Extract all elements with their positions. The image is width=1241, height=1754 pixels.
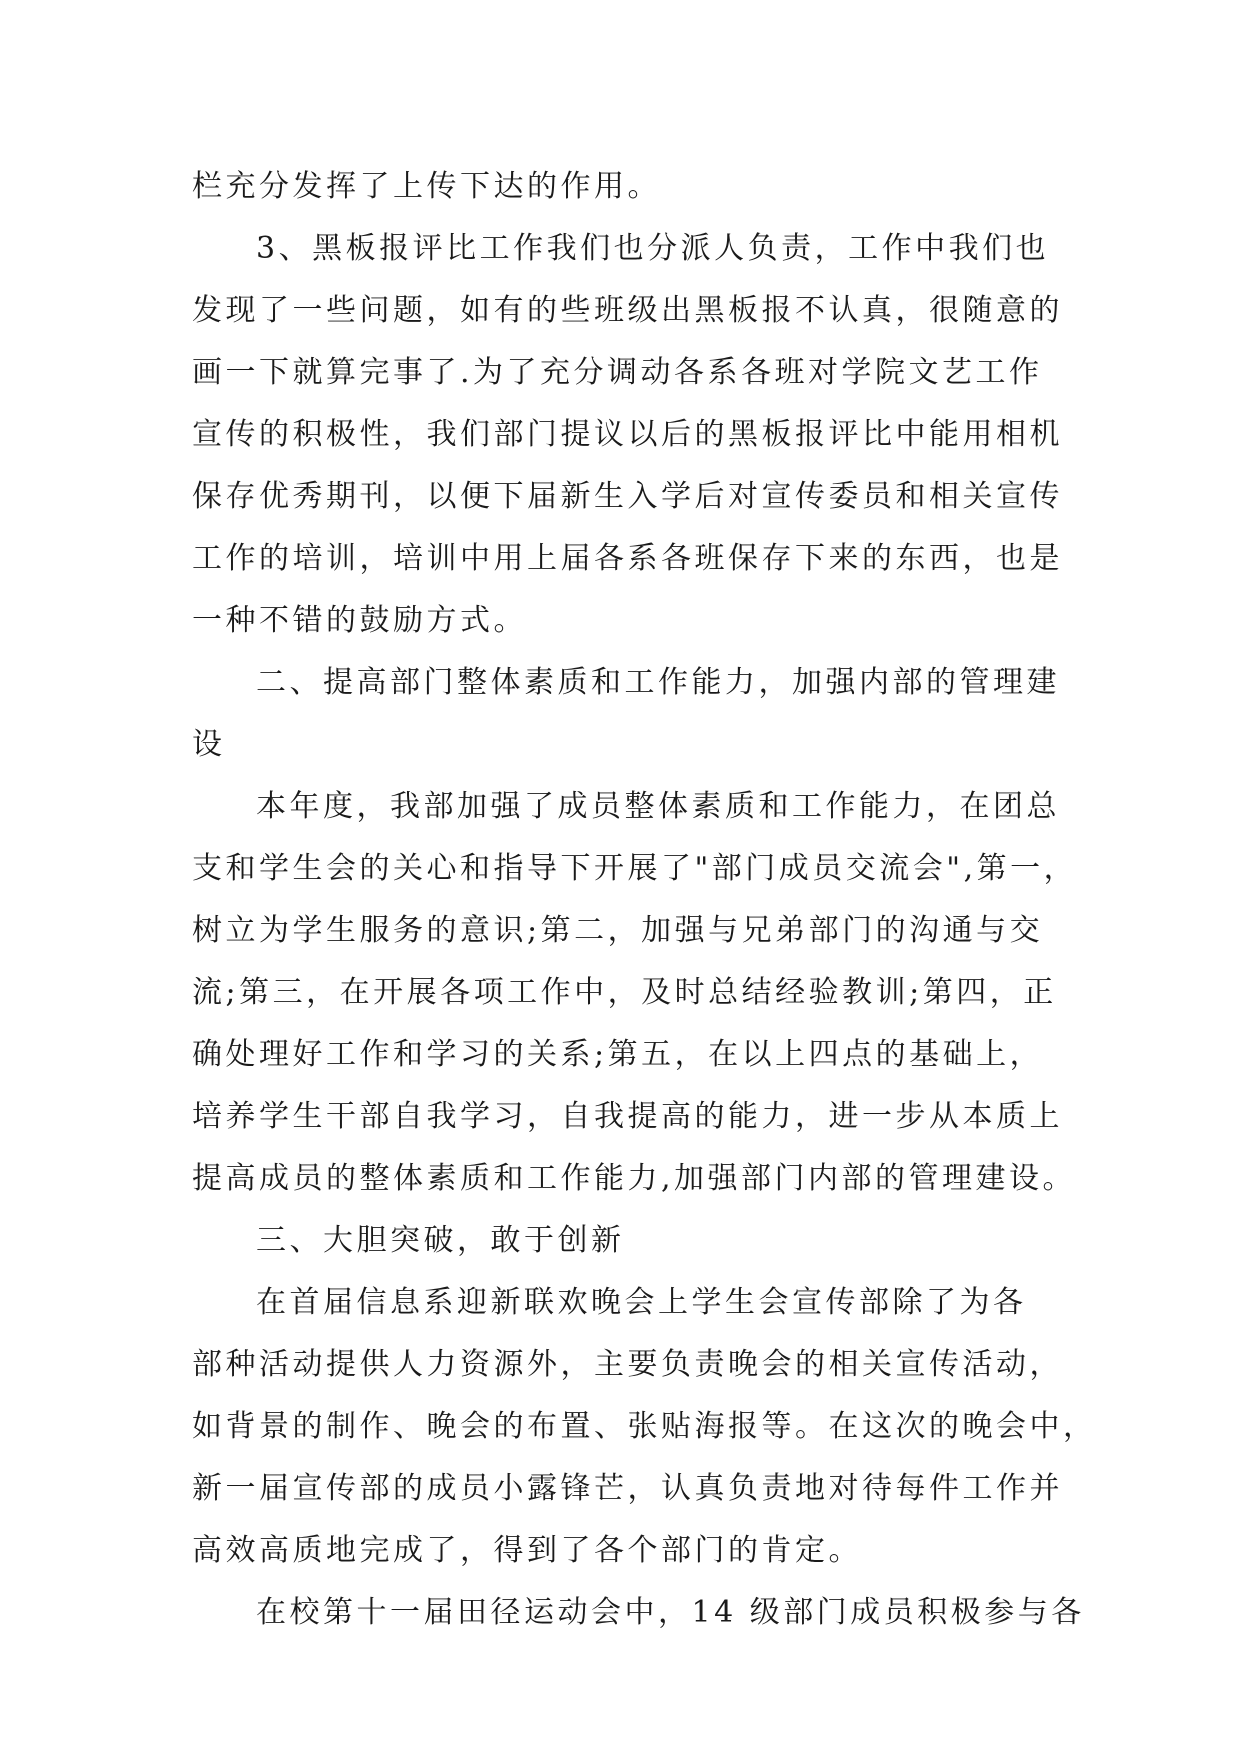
text-line: 部种活动提供人力资源外，主要负责晚会的相关宣传活动， (192, 1347, 1063, 1382)
document-body (192, 156, 1097, 1644)
text-line: 在首届信息系迎新联欢晚会上学生会宣传部除了为各 (256, 1285, 1027, 1320)
text-line: 画一下就算完事了.为了充分调动各系各班对学院文艺工作 (192, 355, 1043, 390)
text-line: 高效高质地完成了，得到了各个部门的肯定。 (192, 1533, 862, 1568)
text-line: 三、大胆突破，敢于创新 (256, 1223, 625, 1258)
text-line: 工作的培训，培训中用上届各系各班保存下来的东西，也是 (192, 541, 1063, 576)
text-line: 树立为学生服务的意识;第二，加强与兄弟部门的沟通与交 (192, 913, 1044, 948)
text-line: 提高成员的整体素质和工作能力,加强部门内部的管理建设。 (192, 1161, 1077, 1196)
text-line: 发现了一些问题，如有的些班级出黑板报不认真，很随意的 (192, 293, 1063, 328)
text-line: 保存优秀期刊，以便下届新生入学后对宣传委员和相关宣传 (192, 479, 1063, 514)
text-line: 本年度，我部加强了成员整体素质和工作能力，在团总 (256, 789, 1060, 824)
text-line: 支和学生会的关心和指导下开展了"部门成员交流会",第一， (192, 851, 1078, 886)
text-line: 栏充分发挥了上传下达的作用。 (192, 169, 661, 204)
text-line: 二、提高部门整体素质和工作能力，加强内部的管理建 (256, 665, 1060, 700)
text-line: 宣传的积极性，我们部门提议以后的黑板报评比中能用相机 (192, 417, 1063, 452)
text-line: 新一届宣传部的成员小露锋芒，认真负责地对待每件工作并 (192, 1471, 1063, 1506)
text-line: 确处理好工作和学习的关系;第五，在以上四点的基础上， (192, 1037, 1044, 1072)
text-line: 设 (192, 727, 226, 762)
text-line: 一种不错的鼓励方式。 (192, 603, 527, 638)
text-line: 在校第十一届田径运动会中，14 级部门成员积极参与各 (256, 1595, 1085, 1630)
text-line: 3、黑板报评比工作我们也分派人负责，工作中我们也 (256, 231, 1050, 266)
text-line: 流;第三，在开展各项工作中，及时总结经验教训;第四，正 (192, 975, 1057, 1010)
text-line: 如背景的制作、晚会的布置、张贴海报等。在这次的晚会中， (192, 1409, 1097, 1444)
text-line: 培养学生干部自我学习，自我提高的能力，进一步从本质上 (192, 1099, 1063, 1134)
